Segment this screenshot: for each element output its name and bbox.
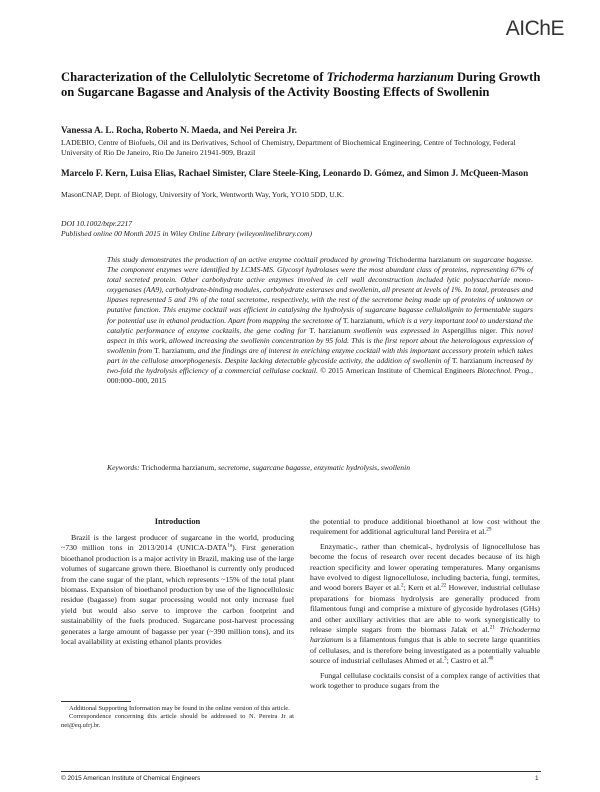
- abstract-organism: Trichoderma harzianum: [387, 255, 461, 264]
- paragraph-text: Enzymatic-, rather than chemical-, hydrolysis of lignocellulose has become the focus of research over recent decades because of its high reaction specificity and lower operating temperatures. Many organisms have evolved to digest lignocellulose, including bacteria, fungi, termites, and wood borers Bayer et al.: [310, 541, 540, 593]
- citation-sup: 22: [441, 582, 447, 589]
- citation-sup: 3: [444, 655, 447, 662]
- abstract-copyright: © 2015 American Institute of Chemical Engineers: [320, 366, 478, 376]
- citation-sup: 1a: [227, 542, 233, 549]
- abstract-text: swollenin was expressed in: [350, 325, 443, 335]
- keywords-label: Keywords:: [107, 463, 140, 472]
- abstract-text: , and the findings are of interest in enriching enzyme cocktail with this important accessory protein which takes part in the cellulose amorphogenesis. Despite lacking detectable glycoside activity, the addition of swollenin of: [107, 345, 534, 365]
- column-left: [61, 533, 294, 647]
- abstract-text: This study demonstrates the production of an active enzyme cocktail produced by growing: [107, 255, 388, 264]
- abstract-organism: Aspergillus niger: [442, 325, 496, 335]
- citation-sup: 29: [486, 526, 492, 533]
- abstract-organism: T. harzianum: [154, 345, 195, 355]
- published-online: Published online 00 Month 2015 in Wiley Online Library (wileyonlinelibrary.com): [61, 229, 312, 238]
- abstract-organism: T. harzianum: [342, 315, 383, 325]
- footer-copyright: © 2015 American Institute of Chemical Engineers: [61, 775, 201, 782]
- affiliation1: LADEBIO, Centre of Biofuels, Oil and its Derivatives, School of Chemistry, Department of Biochemical Engineering, Centre of Technology, Federal University of Rio De Janeiro, Rio De Janeiro 21941-909, Brazil: [61, 138, 516, 158]
- paragraph-text: is a filamentous fungus that is able to secrete large quantities of cellulases, and is therefore being investigated as a potentially valuable source of industrial cellulases Ahmed et al.: [310, 635, 540, 666]
- authors-group2: Marcelo F. Kern, Luisa Elias, Rachael Simister, Clare Steele-King, Leonardo D. Gómez, and Simon J. McQueen-Mason: [61, 168, 529, 178]
- citation-sup: 21: [489, 624, 495, 631]
- abstract-organism: T. harzianum: [309, 325, 351, 335]
- abstract: [107, 255, 533, 386]
- footnote-correspondence: Correspondence concerning this article should be addressed to N. Pereira Jr at nei@eq.ufrj.br.: [61, 713, 294, 729]
- section-heading-introduction: Introduction: [154, 517, 201, 526]
- keywords-list: , secretome, sugarcane bagasse, enzymatic hydrolysis, swollenin: [214, 463, 410, 472]
- abstract-text: , which is a very important tool to understand the catalytic performance of enzyme cocktails, the gene coding for: [107, 315, 533, 335]
- footnotes: [61, 705, 294, 730]
- title-part2: During Growth on Sugarcane Bagasse and Analysis of the Activity Boosting Effects of Swollenin: [61, 70, 541, 100]
- paragraph-text: Brazil is the largest producer of sugarcane in the world, producing ~730 million tons in 2013/2014 (UNICA-DATA: [61, 533, 294, 553]
- citation-sup: 2: [400, 582, 404, 589]
- citation-sup: 40: [488, 655, 494, 662]
- title-organism: Trichoderma harzianum: [326, 70, 454, 84]
- paragraph-text: ). First generation bioethanol production is a major activity in Brazil, making use of the large volumes of sugarcane grown there. Bioethanol is currently only produced from the cane sugar of the plant, which represents ~15% of the total plant biomass. Expansion of bioethanol production by use of the lignocellulosic residue (bagasse) from sugar processing would not only increase fuel yield but would also serve to improve the carbon footprint and sustainability of the fuels produced. Sugarcane post-harvest processing generates a large amount of bagasse per year (~390 million tons), and its local availability at existing ethanol plants provides: [61, 543, 294, 647]
- affiliation2: MasonCNAP, Dept. of Biology, University of York, Wentworth Way, York, YO10 5DD, U.K.: [61, 190, 345, 199]
- keyword-organism: Trichoderma harzianum: [139, 463, 215, 472]
- footnote-supporting-info: Additional Supporting Information may be found in the online version of this article.: [69, 705, 290, 712]
- paragraph-text: the potential to produce additional bioethanol at low cost without the requirement for additional agricultural land Pereira et al.: [310, 517, 540, 537]
- authors-group1: Vanessa A. L. Rocha, Roberto N. Maeda, and Nei Pereira Jr.: [61, 125, 297, 135]
- paragraph-text: ; Castro et al.: [446, 656, 489, 666]
- article-title: [61, 70, 541, 100]
- footnote-rule: [61, 701, 131, 702]
- citation-pages: , 000:000–000, 2015: [107, 366, 533, 386]
- journal-logo: AIChE: [505, 17, 564, 40]
- paragraph-text: However, industrial cellulase preparations for biomass hydrolysis are generally produced from filamentous fungi and comprise a mixture of glycoside hydrolases (GHs) and other auxillary activities that are able to work synergistically to release simple sugars from the biomass Jalak et al.: [310, 583, 540, 635]
- organism-name: Trichoderma harzianum: [310, 625, 540, 645]
- paragraph: [61, 533, 294, 647]
- paragraph: Fungal cellulase cocktails consist of a complex range of activities that work together to produce sugars from the: [310, 670, 540, 691]
- title-part1: Characterization of the Cellulolytic Secretome of: [61, 70, 327, 84]
- abstract-organism: T. harzianum: [451, 355, 493, 365]
- abstract-text: increased by two-fold the hydrolysis efficiency of a commercial cellulase cocktail.: [107, 355, 533, 376]
- page-number: 1: [535, 775, 539, 782]
- keywords: [107, 463, 533, 473]
- abstract-text: on sugarcane bagasse. The component enzymes were identified by LCMS-MS. Glycosyl hydrolases were the most abundant class of proteins, representing 67% of total secreted protein. Other carbohydrate active enzymes involved in cell wall deconstruction included lytic polysaccharide mono-oxygenases (AA9), carbohydrate-binding modules, carbohydrate esterases and swollenin, all present at levels of 1%. In total, proteases and lipases represented 5 and 1% of the total secretome, respectively, with the rest of the secretome being made up of proteins of unknown or putative function. This enzyme cocktail was efficient in catalysing the hydrolysis of sugarcane bagasse cellulolignin to fermentable sugars for potential use in ethanol production. Apart from mapping the secretome of: [107, 255, 533, 325]
- paragraph: [310, 542, 540, 667]
- paragraph-text: ; Kern et al.: [403, 583, 442, 593]
- doi: DOI 10.1002/btpr.2217: [61, 219, 133, 228]
- journal-name: Biotechnol. Prog.: [477, 366, 532, 376]
- paragraph: [310, 517, 540, 538]
- column-right: [310, 517, 540, 692]
- abstract-text: . This novel aspect in this work, allowed increasing the swollenin concentration by 95 fold. This is the first report about the heterologous expression of swollenin from: [107, 325, 533, 355]
- footer-rule: [61, 771, 541, 772]
